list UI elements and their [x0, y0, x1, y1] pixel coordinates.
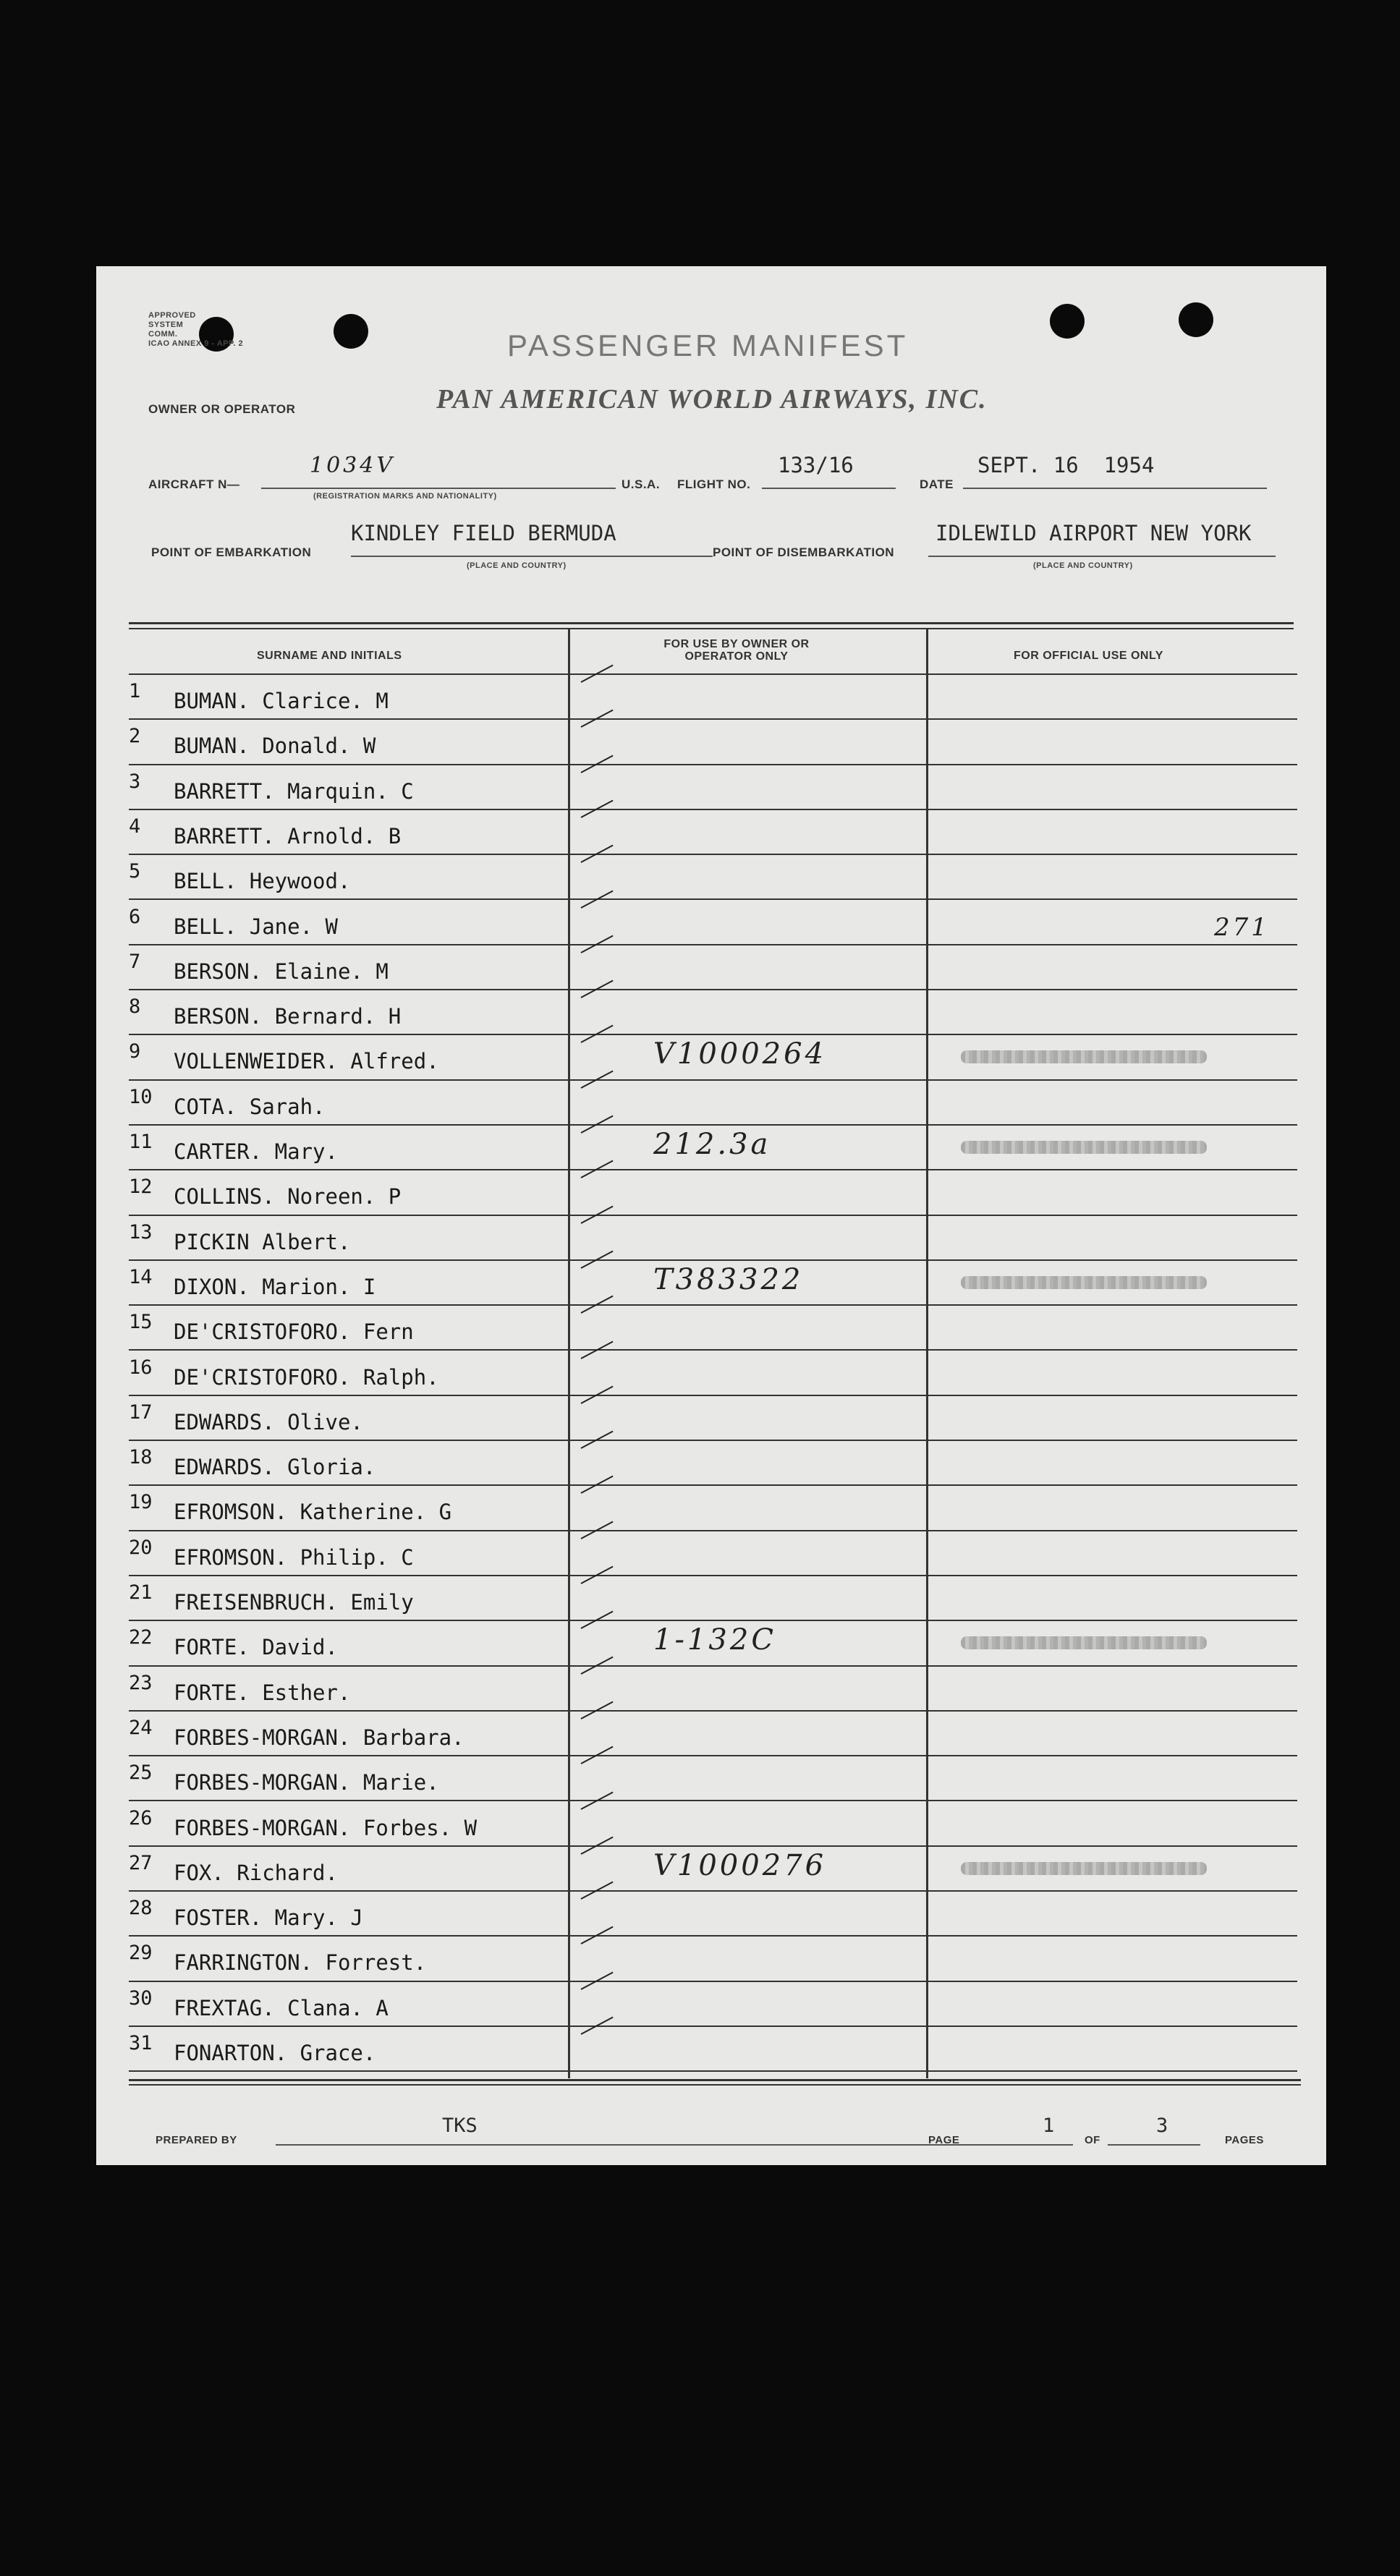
row-number: 12: [129, 1176, 153, 1199]
row-rule: [129, 1981, 1297, 1982]
manifest-sheet: [96, 266, 1326, 2165]
passenger-name: COLLINS. Noreen. P: [174, 1184, 402, 1210]
passenger-name: FARRINGTON. Forrest.: [174, 1950, 427, 1976]
passenger-name: BERSON. Elaine. M: [174, 958, 389, 984]
row-rule: [129, 1440, 1297, 1441]
disembarkation-caption: (PLACE AND COUNTRY): [1033, 561, 1133, 570]
passenger-name: EFROMSON. Katherine. G: [174, 1500, 452, 1525]
table-row: [129, 766, 1315, 811]
passenger-name: FORBES-MORGAN. Marie.: [174, 1770, 439, 1795]
row-number: 23: [129, 1671, 153, 1694]
date-line: [963, 488, 1267, 489]
table-row: [129, 1217, 1315, 1262]
table-row: [129, 2028, 1315, 2073]
table-row: [129, 1577, 1315, 1622]
table-row: [129, 1892, 1315, 1937]
passenger-name: FORBES-MORGAN. Forbes. W: [174, 1815, 478, 1840]
row-rule: [129, 1665, 1297, 1667]
aircraft-value: 1034V: [310, 453, 396, 478]
row-number: 13: [129, 1220, 153, 1244]
passenger-name: FONARTON. Grace.: [174, 2041, 376, 2065]
date-label: DATE: [920, 477, 954, 491]
row-number: 2: [129, 725, 141, 748]
row-rule: [129, 898, 1297, 900]
row-number: 3: [129, 770, 141, 793]
row-number: 28: [129, 1897, 153, 1920]
table-row: [129, 1803, 1315, 1848]
embarkation-line: [351, 556, 713, 557]
row-rule: [129, 1755, 1297, 1756]
passenger-name: CARTER. Mary.: [174, 1139, 338, 1164]
row-rule: [129, 854, 1297, 855]
passenger-name: FREISENBRUCH. Emily: [174, 1590, 414, 1615]
table-top-rule: [129, 628, 1294, 629]
column-header-name: SURNAME AND INITIALS: [257, 650, 402, 662]
prepared-label: PREPARED BY: [156, 2134, 237, 2146]
row-number: 25: [129, 1761, 153, 1785]
row-number: 11: [129, 1131, 153, 1153]
row-rule: [129, 1034, 1297, 1035]
table-bottom-rule: [129, 2084, 1301, 2086]
row-rule: [129, 1935, 1297, 1937]
row-rule: [129, 2070, 1297, 2072]
passenger-name: BARRETT. Arnold. B: [174, 823, 402, 849]
table-row: [129, 1306, 1315, 1351]
row-number: 16: [129, 1356, 153, 1379]
row-rule: [129, 1124, 1297, 1126]
row-number: 24: [129, 1716, 153, 1739]
table-row: [129, 1487, 1315, 1531]
row-number: 26: [129, 1806, 153, 1829]
form-code: APPROVED SYSTEM COMM. ICAO ANNEX 9 - APP. 2: [148, 311, 244, 348]
page-line: [972, 2144, 1073, 2146]
row-rule: [129, 1169, 1297, 1170]
row-number: 9: [129, 1040, 141, 1063]
prepared-value: TKS: [442, 2114, 478, 2137]
row-number: 14: [129, 1265, 153, 1288]
passenger-name: FORTE. Esther.: [174, 1680, 351, 1705]
row-number: 4: [129, 815, 141, 838]
column-header-official: FOR OFFICIAL USE ONLY: [1014, 650, 1163, 662]
row-rule: [129, 1304, 1297, 1306]
prepared-line: [276, 2144, 1021, 2146]
disembarkation-label: POINT OF DISEMBARKATION: [713, 545, 895, 559]
table-row: [129, 1081, 1315, 1126]
pages-line: [1108, 2144, 1200, 2146]
row-number: 19: [129, 1491, 153, 1514]
passenger-name: BUMAN. Donald. W: [174, 734, 376, 759]
row-rule: [129, 1215, 1297, 1216]
row-rule: [129, 1620, 1297, 1621]
row-number: 29: [129, 1942, 153, 1965]
table-row: [129, 1036, 1315, 1081]
operator-note: V1000276: [653, 1848, 827, 1882]
row-rule: [129, 1710, 1297, 1712]
table-row: [129, 1983, 1315, 2028]
punch-hole: [1179, 302, 1213, 337]
operator-note: 212.3a: [653, 1128, 771, 1161]
row-number: 30: [129, 1986, 153, 2010]
disembarkation-line: [928, 556, 1276, 557]
row-number: 22: [129, 1626, 153, 1649]
passenger-name: BERSON. Bernard. H: [174, 1004, 402, 1029]
row-number: 31: [129, 2032, 153, 2054]
row-rule: [129, 1890, 1297, 1892]
usa-label: U.S.A.: [621, 477, 661, 491]
row-rule: [129, 1079, 1297, 1081]
official-smudge: [961, 1636, 1207, 1649]
passenger-name: BELL. Heywood.: [174, 869, 351, 894]
row-number: 17: [129, 1400, 153, 1424]
table-top-rule: [129, 622, 1294, 624]
aircraft-label: AIRCRAFT N—: [148, 477, 240, 491]
row-number: 8: [129, 995, 141, 1019]
row-rule: [129, 809, 1297, 810]
header-rule: [129, 673, 1297, 675]
table-row: [129, 1352, 1315, 1397]
row-rule: [129, 1800, 1297, 1801]
row-rule: [129, 1845, 1297, 1847]
owner-label: OWNER OR OPERATOR: [148, 402, 296, 416]
table-row: [129, 1126, 1315, 1171]
table-row: [129, 1757, 1315, 1802]
passenger-name: FOSTER. Mary. J: [174, 1905, 363, 1931]
row-rule: [129, 1395, 1297, 1396]
passenger-name: DIXON. Marion. I: [174, 1274, 376, 1299]
aircraft-line: [261, 488, 616, 489]
row-rule: [129, 1575, 1297, 1576]
official-smudge: [961, 1141, 1207, 1154]
registration-caption: (REGISTRATION MARKS AND NATIONALITY): [313, 492, 497, 501]
embarkation-value: KINDLEY FIELD BERMUDA: [351, 521, 616, 545]
table-row: [129, 1262, 1315, 1306]
official-smudge: [961, 1050, 1207, 1063]
table-row: [129, 991, 1315, 1036]
column-header-owner-use: FOR USE BY OWNER OR OPERATOR ONLY: [663, 638, 810, 663]
passenger-name: FORTE. David.: [174, 1635, 338, 1660]
row-rule: [129, 764, 1297, 765]
table-row: [129, 676, 1315, 720]
table-row: [129, 811, 1315, 856]
row-number: 21: [129, 1581, 153, 1604]
of-label: OF: [1085, 2134, 1100, 2146]
table-row: [129, 1397, 1315, 1442]
row-rule: [129, 1484, 1297, 1486]
passenger-name: COTA. Sarah.: [174, 1094, 326, 1119]
operator-note: V1000264: [653, 1037, 827, 1071]
row-number: 7: [129, 950, 141, 973]
flight-line: [762, 488, 896, 489]
passenger-name: FORBES-MORGAN. Barbara.: [174, 1725, 464, 1750]
punch-hole: [334, 314, 368, 349]
passenger-name: VOLLENWEIDER. Alfred.: [174, 1049, 439, 1074]
table-row: [129, 1622, 1315, 1667]
table-row: [129, 1712, 1315, 1757]
page-value: 1: [1043, 2114, 1055, 2137]
table-row: [129, 1848, 1315, 1892]
official-smudge: [961, 1276, 1207, 1289]
row-number: 5: [129, 860, 141, 883]
passenger-name: EDWARDS. Gloria.: [174, 1455, 376, 1480]
table-row: [129, 720, 1315, 765]
row-rule: [129, 1259, 1297, 1261]
table-row: [129, 901, 1315, 946]
embarkation-caption: (PLACE AND COUNTRY): [467, 561, 567, 570]
passenger-name: EDWARDS. Olive.: [174, 1409, 363, 1434]
table-row: [129, 1667, 1315, 1712]
row-number: 15: [129, 1311, 153, 1334]
page-label: PAGE: [928, 2134, 960, 2146]
date-value: SEPT. 16 1954: [977, 453, 1155, 477]
disembarkation-value: IDLEWILD AIRPORT NEW YORK: [936, 521, 1252, 545]
table-row: [129, 1171, 1315, 1216]
row-number: 20: [129, 1536, 153, 1559]
row-number: 18: [129, 1446, 153, 1469]
table-row: [129, 1937, 1315, 1982]
row-rule: [129, 1530, 1297, 1531]
passenger-name: EFROMSON. Philip. C: [174, 1544, 414, 1570]
table-row: [129, 946, 1315, 991]
operator-name: PAN AMERICAN WORLD AIRWAYS, INC.: [436, 384, 988, 415]
table-row: [129, 856, 1315, 901]
row-rule: [129, 944, 1297, 945]
punch-hole: [1050, 304, 1085, 339]
flight-label: FLIGHT NO.: [677, 477, 751, 491]
passenger-name: FREXTAG. Clana. A: [174, 1995, 389, 2020]
row-rule: [129, 1349, 1297, 1351]
pages-value: 3: [1156, 2114, 1168, 2137]
passenger-name: BELL. Jane. W: [174, 914, 338, 939]
page-title: PASSENGER MANIFEST: [507, 328, 909, 362]
passenger-name: DE'CRISTOFORO. Fern: [174, 1319, 414, 1345]
official-mark: 271: [1214, 912, 1270, 942]
pages-label: PAGES: [1225, 2134, 1264, 2146]
row-rule: [129, 718, 1297, 720]
row-number: 27: [129, 1851, 153, 1874]
row-number: 1: [129, 680, 141, 702]
row-number: 10: [129, 1085, 153, 1108]
row-number: 6: [129, 905, 141, 928]
table-row: [129, 1442, 1315, 1487]
operator-note: 1-132C: [653, 1623, 776, 1657]
official-smudge: [961, 1862, 1207, 1875]
passenger-name: BARRETT. Marquin. C: [174, 778, 414, 804]
row-rule: [129, 989, 1297, 990]
passenger-name: BUMAN. Clarice. M: [174, 689, 389, 713]
embarkation-label: POINT OF EMBARKATION: [151, 545, 312, 559]
operator-note: T383322: [653, 1262, 804, 1296]
row-rule: [129, 2025, 1297, 2027]
flight-value: 133/16: [778, 453, 854, 477]
table-row: [129, 1532, 1315, 1577]
passenger-name: FOX. Richard.: [174, 1860, 338, 1885]
passenger-name: PICKIN Albert.: [174, 1229, 351, 1254]
table-bottom-rule: [129, 2079, 1301, 2081]
passenger-name: DE'CRISTOFORO. Ralph.: [174, 1364, 439, 1390]
